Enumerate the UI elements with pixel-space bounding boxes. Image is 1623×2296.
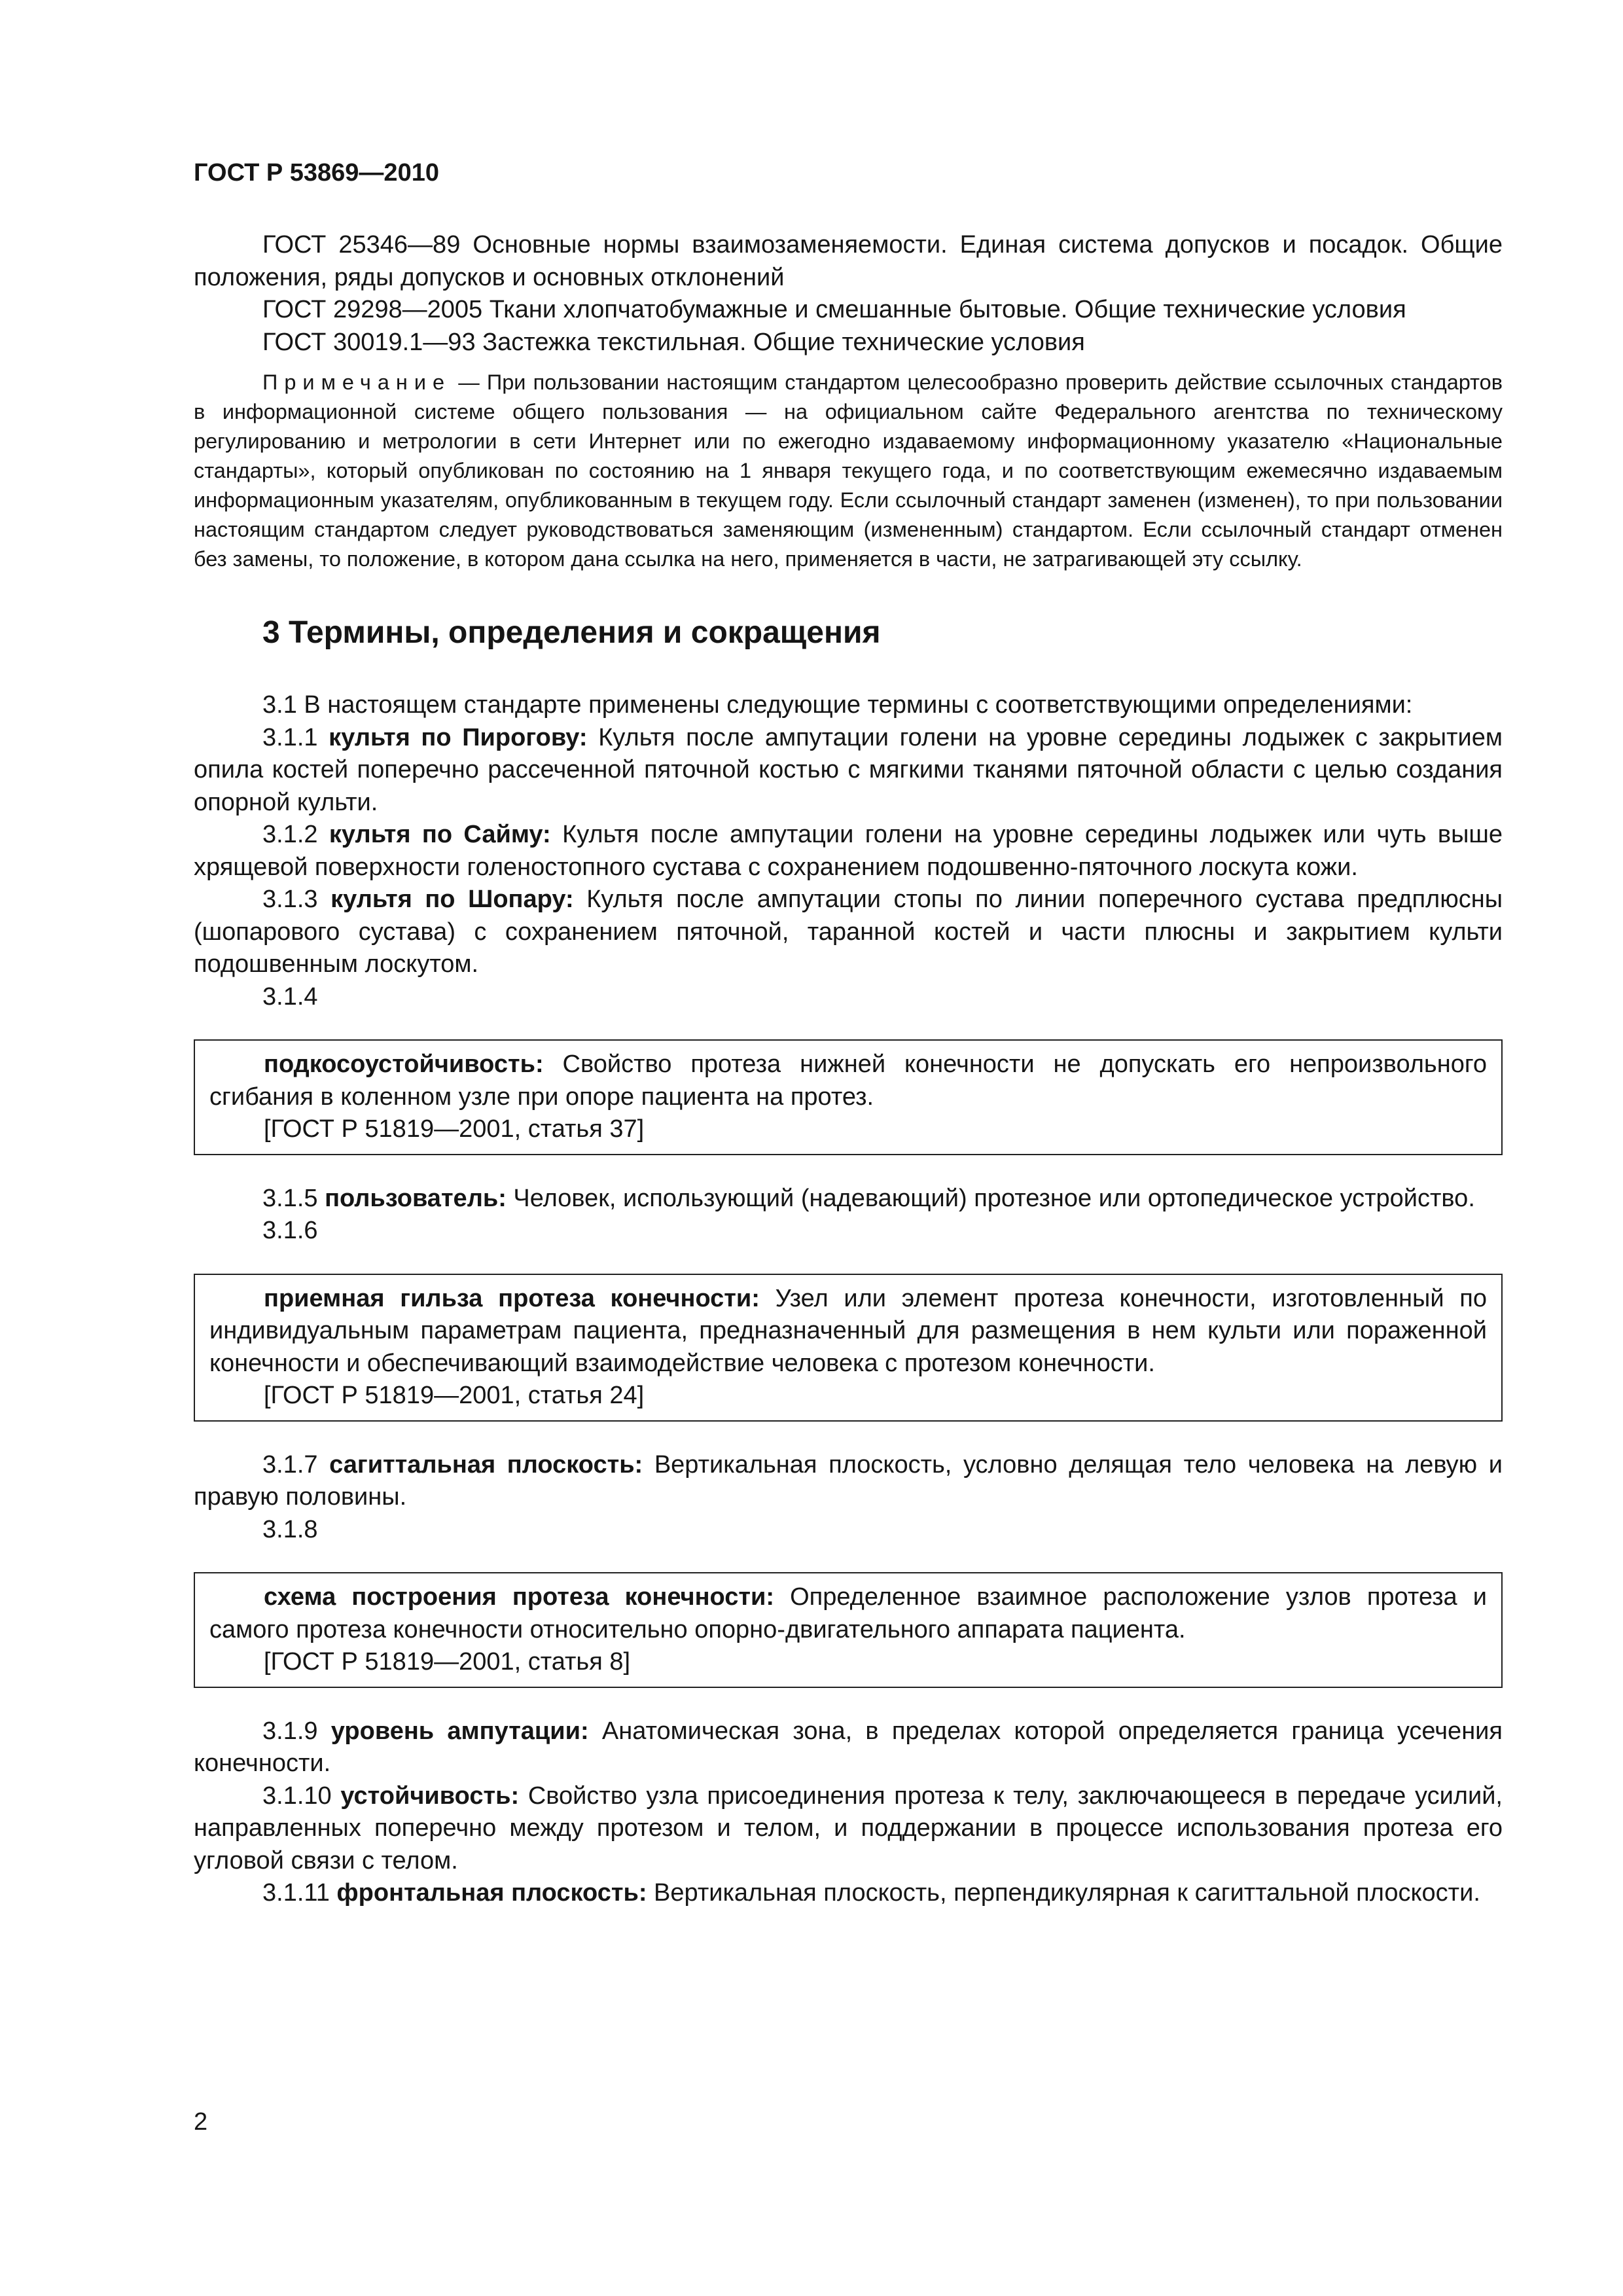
term-3-1-9 — [194, 1715, 1503, 1780]
term-name: схема построения протеза конечности: — [264, 1583, 774, 1611]
term-3-1-8-box — [194, 1572, 1503, 1688]
definition-source-ref: [ГОСТ Р 51819—2001, статья 8] — [264, 1648, 631, 1676]
term-number: 3.1.3 — [262, 886, 331, 913]
definition-source-ref: [ГОСТ Р 51819—2001, статья 37] — [264, 1115, 645, 1143]
term-definition: Узел или элемент протеза конечности, изготовленный по индивидуальным параметрам пациента, предназначенный для размещения в нем культи или пораженной конечности и обеспечивающий взаимодействие человека с протезом конечности. — [209, 1284, 1487, 1377]
term-name: приемная гильза протеза конечности: — [264, 1284, 760, 1312]
term-3-1-5 — [194, 1183, 1503, 1215]
term-definition: Вертикальная плоскость, условно делящая тело человека на левую и правую половины. — [194, 1450, 1503, 1511]
term-name: сагиттальная плоскость: — [329, 1450, 643, 1479]
term-3-1-8-number: 3.1.8 — [262, 1515, 318, 1543]
term-number: 3.1.1 — [262, 723, 329, 751]
term-number: 3.1.11 — [262, 1879, 337, 1907]
term-name: фронтальная плоскость: — [336, 1879, 647, 1907]
section-intro: 3.1 В настоящем стандарте применены следующие термины с соответствующими определениями: — [262, 691, 1413, 719]
term-name: культя по Сайму: — [329, 821, 551, 848]
term-3-1-2 — [194, 819, 1503, 884]
note-text: — При пользовании настоящим стандартом целесообразно проверить действие ссылочных стандартов в информационной системе общего пользования — на официальном сайте Федерального агентства по техническому регулированию и метрологии в сети Интернет или по ежегодно издаваемому информационному указателю «Национальные стандарты», который опубликован по состоянию на 1 января текущего года, и по соответствующим ежемесячно издаваемым информационным указателям, опубликованным в текущем году. Если ссылочный стандарт заменен (изменен), то при пользовании настоящим стандартом следует руководствоваться заменяющим (измененным) стандартом. Если ссылочный стандарт отменен без замены, то положение, в котором дана ссылка на него, применяется в части, не затрагивающей эту ссылку. — [194, 370, 1503, 571]
note-label: Примечание — [262, 370, 452, 394]
page-content — [194, 157, 1503, 1910]
running-header: ГОСТ Р 53869—2010 — [194, 159, 439, 187]
term-definition: Культя после ампутации голени на уровне середины лодыжек или чуть выше хрящевой поверхности голеностопного сустава с сохранением подошвенно-пяточного лоскута кожи. — [194, 821, 1503, 881]
term-name: пользователь: — [325, 1184, 507, 1212]
note-paragraph — [194, 368, 1503, 574]
term-number: 3.1.5 — [262, 1184, 325, 1212]
term-name: устойчивость: — [340, 1782, 520, 1810]
term-3-1-4-box — [194, 1039, 1503, 1155]
term-definition: Свойство протеза нижней конечности не допускать его непроизвольного сгибания в коленном узле при опоре пациента на протез. — [209, 1050, 1487, 1111]
definition-source-ref: [ГОСТ Р 51819—2001, статья 24] — [264, 1382, 645, 1409]
boxed-definition — [209, 1283, 1487, 1380]
boxed-definition — [209, 1049, 1487, 1113]
term-name: уровень ампутации: — [330, 1717, 589, 1745]
term-name: культя по Пирогову: — [329, 723, 588, 751]
term-definition: Анатомическая зона, в пределах которой определяется граница усечения конечности. — [194, 1717, 1503, 1777]
page-number: 2 — [194, 2108, 208, 2136]
boxed-definition — [209, 1581, 1487, 1646]
term-number: 3.1.9 — [262, 1717, 331, 1745]
section-title: 3 Термины, определения и сокращения — [262, 615, 881, 650]
term-name: подкосоустойчивость: — [264, 1050, 544, 1078]
term-definition: Культя после ампутации голени на уровне середины лодыжек с закрытием опила костей поперечно рассеченной пяточной костью с мягкими тканями пяточной области с целью создания опорной культи. — [194, 723, 1503, 816]
term-3-1-1 — [194, 722, 1503, 819]
term-definition: Культя после ампутации стопы по линии поперечного сустава предплюсны (шопарового сустава) с сохранением пяточной, таранной костей и части плюсны и закрытием культи подошвенным лоскутом. — [194, 886, 1503, 978]
term-3-1-7 — [194, 1449, 1503, 1514]
term-name: культя по Шопару: — [330, 886, 574, 913]
term-3-1-3 — [194, 884, 1503, 981]
reference-entry: ГОСТ 29298—2005 Ткани хлопчатобумажные и смешанные бытовые. Общие технические условия — [262, 296, 1406, 323]
term-3-1-4-number: 3.1.4 — [262, 982, 318, 1011]
term-3-1-11 — [194, 1877, 1503, 1910]
term-3-1-6-number: 3.1.6 — [262, 1217, 318, 1244]
term-number: 3.1.7 — [262, 1450, 330, 1479]
term-definition: Свойство узла присоединения протеза к телу, заключающееся в передаче усилий, направленных поперечно между протезом и телом, и поддержании в процессе использования протеза его угловой связи с телом. — [194, 1782, 1503, 1874]
reference-entry: ГОСТ 25346—89 Основные нормы взаимозаменяемости. Единая система допусков и посадок. Общие положения, ряды допусков и основных отклонений — [194, 231, 1503, 291]
term-3-1-10 — [194, 1780, 1503, 1878]
term-number: 3.1.2 — [262, 821, 329, 848]
term-3-1-6-box — [194, 1274, 1503, 1422]
term-definition: Человек, использующий (надевающий) протезное или ортопедическое устройство. — [506, 1184, 1475, 1212]
term-definition: Вертикальная плоскость, перпендикулярная к сагиттальной плоскости. — [647, 1879, 1480, 1907]
reference-entry: ГОСТ 30019.1—93 Застежка текстильная. Общие технические условия — [262, 328, 1085, 356]
term-number: 3.1.10 — [262, 1782, 341, 1810]
term-definition: Определенное взаимное расположение узлов протеза и самого протеза конечности относительно опорно-двигательного аппарата пациента. — [209, 1583, 1488, 1643]
